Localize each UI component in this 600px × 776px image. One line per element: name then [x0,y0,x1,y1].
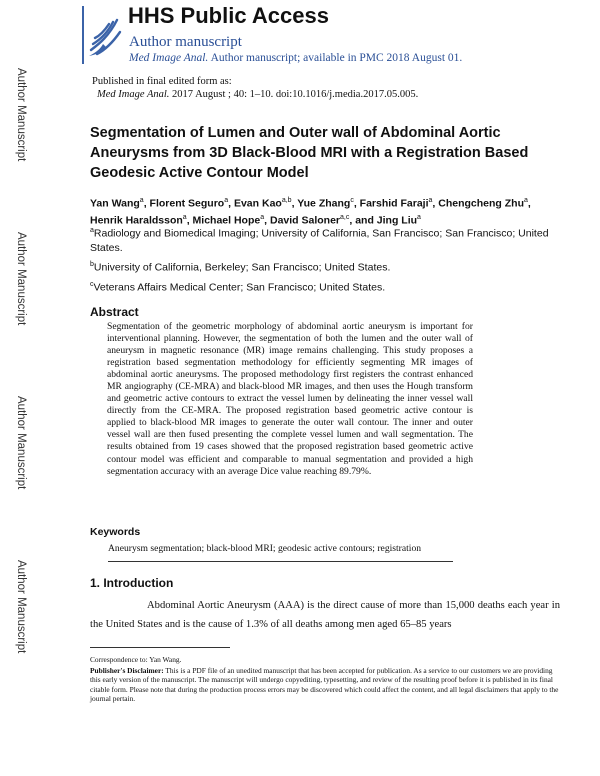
author-name: Chengcheng Zhu [438,197,525,210]
author-list [90,194,560,227]
availability-line [129,52,462,64]
author-separator: , and [349,214,377,226]
disclaimer-label: Publisher's Disclaimer: [90,666,164,675]
citation-line [97,89,418,100]
side-label-author-manuscript: Author Manuscript [15,396,27,490]
affiliation-c [90,278,560,295]
journal-abbrev: Med Image Anal. [129,52,209,64]
keywords-heading: Keywords [90,526,141,538]
disclaimer-text: This is a PDF file of an unedited manuscript that has been accepted for publication. As a service to our customers we are providing this early version of the manuscript. The manuscript will undergo copyediting, typesetting, and review of the resulting proof before it is published in its final citable form. Please note that during the production process errors may be discovered which could affect the content, and all legal disclaimers that apply to the journal pertain. [90,666,559,704]
correspondence-note: Correspondence to: Yan Wang. [90,655,182,664]
keywords-divider [108,561,453,562]
author-separator: , [432,197,439,210]
author-name: Farshid Faraji [359,197,429,210]
author-affiliation-marker: a [182,213,187,221]
author-separator: , [264,214,270,226]
author-separator: , [186,214,193,226]
author-affiliation-marker: a [224,197,229,204]
author-affiliation-marker: c [350,197,354,204]
abstract-heading: Abstract [90,305,139,319]
citation-text: 2017 August ; 40: 1–10. doi:10.1016/j.media.2017.05.005. [172,89,419,100]
author-name: Evan Kao [233,197,282,210]
author-separator: , [228,197,234,210]
affiliation-marker: b [90,261,94,268]
author-affiliation-marker: a [428,197,433,204]
author-affiliation-marker: a [139,197,144,204]
publisher-disclaimer [90,666,560,704]
author-manuscript-subtitle: Author manuscript [129,34,242,50]
introduction-heading: 1. Introduction [90,576,174,590]
hhs-eagle-icon [87,14,123,63]
affiliation-b [90,258,560,275]
paper-title: Segmentation of Lumen and Outer wall of Abdominal Aortic Aneurysms from 3D Black-Blood MRI with a Registration Based Geodesic Active Contour Model [90,125,529,181]
published-in-label: Published in final edited form as: [92,76,232,87]
side-label-author-manuscript: Author Manuscript [15,68,27,162]
introduction-body: Abdominal Aortic Aneurysm (AAA) is the direct cause of more than 15,000 deaths each year in the United States and is the cause of 1.3% of all deaths among men aged 65–85 years [90,600,560,630]
affiliation-text: Veterans Affairs Medical Center; San Francisco; United States. [93,281,386,294]
author-separator: , [143,197,150,210]
affiliation-marker: c [90,281,94,288]
author-name: David Saloner [269,214,341,226]
author-name: Yue Zhang [297,197,351,210]
author-name: Henrik Haraldsson [90,214,183,226]
author-name: Jing Liu [376,214,418,226]
abstract-body: Segmentation of the geometric morphology of abdominal aortic aneurysm is important for interventional planning. However, the segmentation of both the lumen and the outer wall of aneurysm in magnetic resonance (MR) image remains challenging. This study proposes a registration based segmentation methodology for efficiently segmenting MR images of abdominal aortic aneurysms. The proposed methodology first registers the contrast enhanced MR angiography (CE-MRA) and black-blood MR images, and then uses the Hough transform and geometric active contours to extract the vessel lumen by delineating the inner vessel wall directly from the CE-MRA. The proposed registration based geometric active contour is applied to black-blood MR images to generate the outer wall contour. The inner and outer vessel wall are then fused presenting the complete vessel lumen and wall segmentation. The results obtained from 19 cases showed that the proposed registration based geometric active contour model was efficient and comparable to manual segmentation and provided a high segmentation accuracy with an average Dice value reaching 89.79%. [107,321,473,477]
affiliation-a [90,224,560,255]
side-label-author-manuscript: Author Manuscript [15,560,27,654]
availability-text: Author manuscript; available in PMC 2018 August 01. [210,52,463,64]
affiliation-text: University of California, Berkeley; San Francisco; United States. [93,261,391,274]
author-affiliation-marker: a [417,213,421,221]
author-name: Michael Hope [192,214,261,226]
author-affiliation-marker: a [260,213,265,221]
affiliation-marker: a [90,227,94,234]
author-affiliation-marker: a [524,197,528,204]
hhs-title: HHS Public Access [128,3,329,28]
footnote-divider [90,647,230,648]
side-label-author-manuscript: Author Manuscript [15,232,27,326]
author-affiliation-marker: a,b [281,197,292,204]
author-separator: , [353,197,360,210]
author-separator: , [291,197,298,210]
author-name: Yan Wang [90,197,140,210]
author-affiliation-marker: a,c [340,213,350,221]
affiliation-text: Radiology and Biomedical Imaging; University of California, San Francisco; San Francisco; United States. [90,227,549,254]
citation-journal: Med Image Anal. [97,89,170,100]
keywords-list: Aneurysm segmentation; black-blood MRI; geodesic active contours; registration [108,543,422,554]
author-name: Florent Seguro [149,197,225,210]
header-rule [82,6,84,64]
author-separator: , [527,197,531,210]
